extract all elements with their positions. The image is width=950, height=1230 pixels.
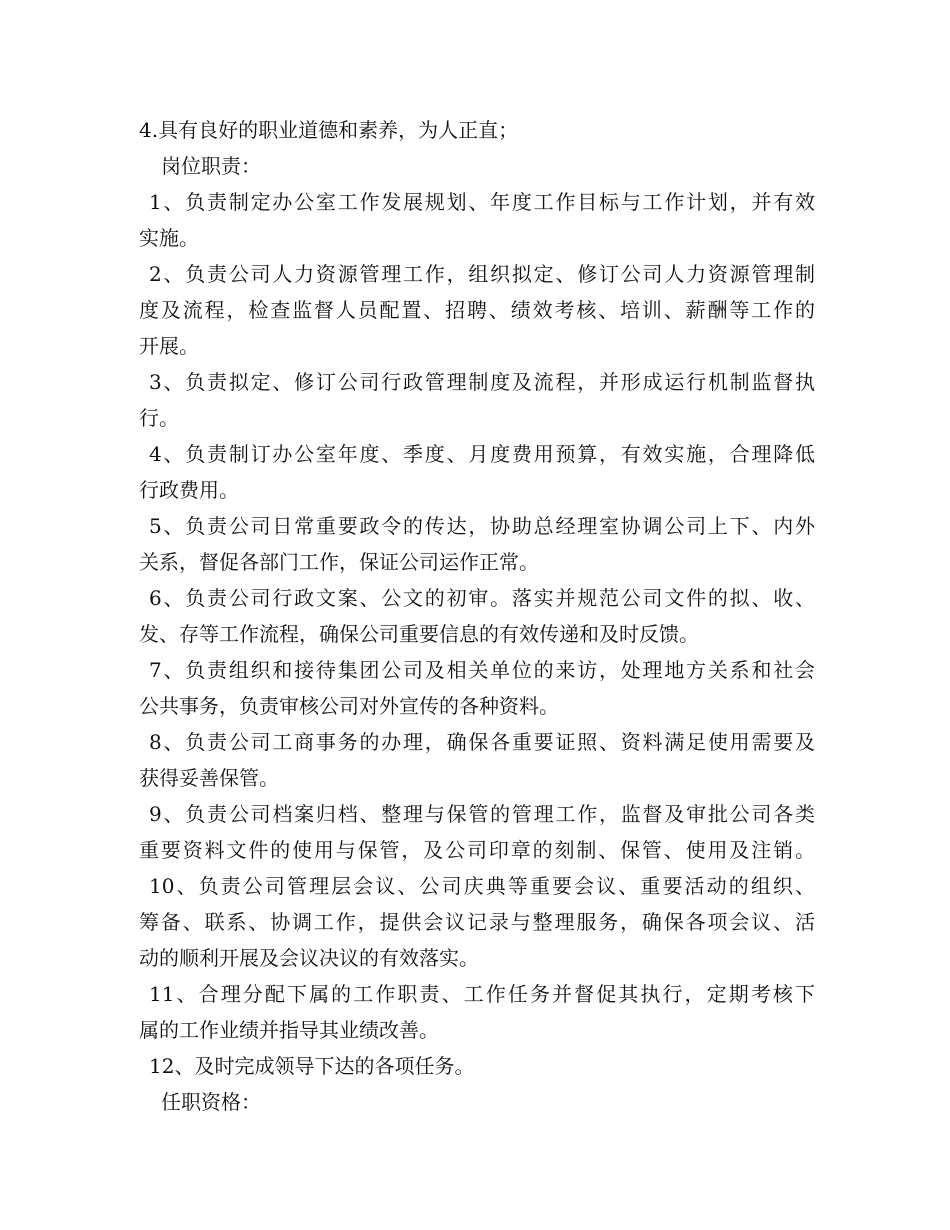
text-line: 开展。 (139, 334, 199, 358)
text-line: 12、及时完成领导下达的各项任务。 (149, 1054, 475, 1078)
text-line: 实施。 (139, 226, 199, 250)
text-line: 行政费用。 (139, 478, 239, 502)
text-line: 动的顺利开展及会议决议的有效落实。 (139, 946, 479, 970)
text-line: 4.具有良好的职业道德和素养，为人正直； (139, 118, 519, 142)
text-line: 获得妥善保管。 (139, 766, 279, 790)
text-line: 重要资料文件的使用与保管，及公司印章的刻制、保管、使用及注销。 (139, 838, 815, 862)
text-line: 行。 (139, 406, 179, 430)
text-line: 4、负责制订办公室年度、季度、月度费用预算，有效实施，合理降低 (149, 442, 815, 466)
text-line: 7、负责组织和接待集团公司及相关单位的来访，处理地方关系和社会 (149, 658, 815, 682)
section-heading-qualifications: 任职资格： (161, 1090, 261, 1114)
text-line: 8、负责公司工商事务的办理，确保各重要证照、资料满足使用需要及 (149, 730, 815, 754)
text-line: 关系，督促各部门工作，保证公司运作正常。 (139, 550, 539, 574)
document-body (139, 112, 815, 1120)
text-line: 1、负责制定办公室工作发展规划、年度工作目标与工作计划，并有效 (149, 190, 815, 214)
text-line: 筹备、联系、协调工作，提供会议记录与整理服务，确保各项会议、活 (139, 910, 815, 934)
text-line: 5、负责公司日常重要政令的传达，协助总经理室协调公司上下、内外 (149, 514, 815, 538)
text-line: 9、负责公司档案归档、整理与保管的管理工作，监督及审批公司各类 (149, 802, 815, 826)
text-line: 3、负责拟定、修订公司行政管理制度及流程，并形成运行机制监督执 (149, 370, 815, 394)
text-line: 10、负责公司管理层会议、公司庆典等重要会议、重要活动的组织、 (149, 874, 815, 898)
text-line: 属的工作业绩并指导其业绩改善。 (139, 1018, 439, 1042)
text-line: 度及流程，检查监督人员配置、招聘、绩效考核、培训、薪酬等工作的 (139, 298, 815, 322)
text-line: 11、合理分配下属的工作职责、工作任务并督促其执行，定期考核下 (149, 982, 815, 1006)
text-line: 公共事务，负责审核公司对外宣传的各种资料。 (139, 694, 559, 718)
text-line: 6、负责公司行政文案、公文的初审。落实并规范公司文件的拟、收、 (149, 586, 815, 610)
section-heading-duties: 岗位职责： (161, 154, 261, 178)
text-line: 发、存等工作流程，确保公司重要信息的有效传递和及时反馈。 (139, 622, 699, 646)
text-line: 2、负责公司人力资源管理工作，组织拟定、修订公司人力资源管理制 (149, 262, 815, 286)
